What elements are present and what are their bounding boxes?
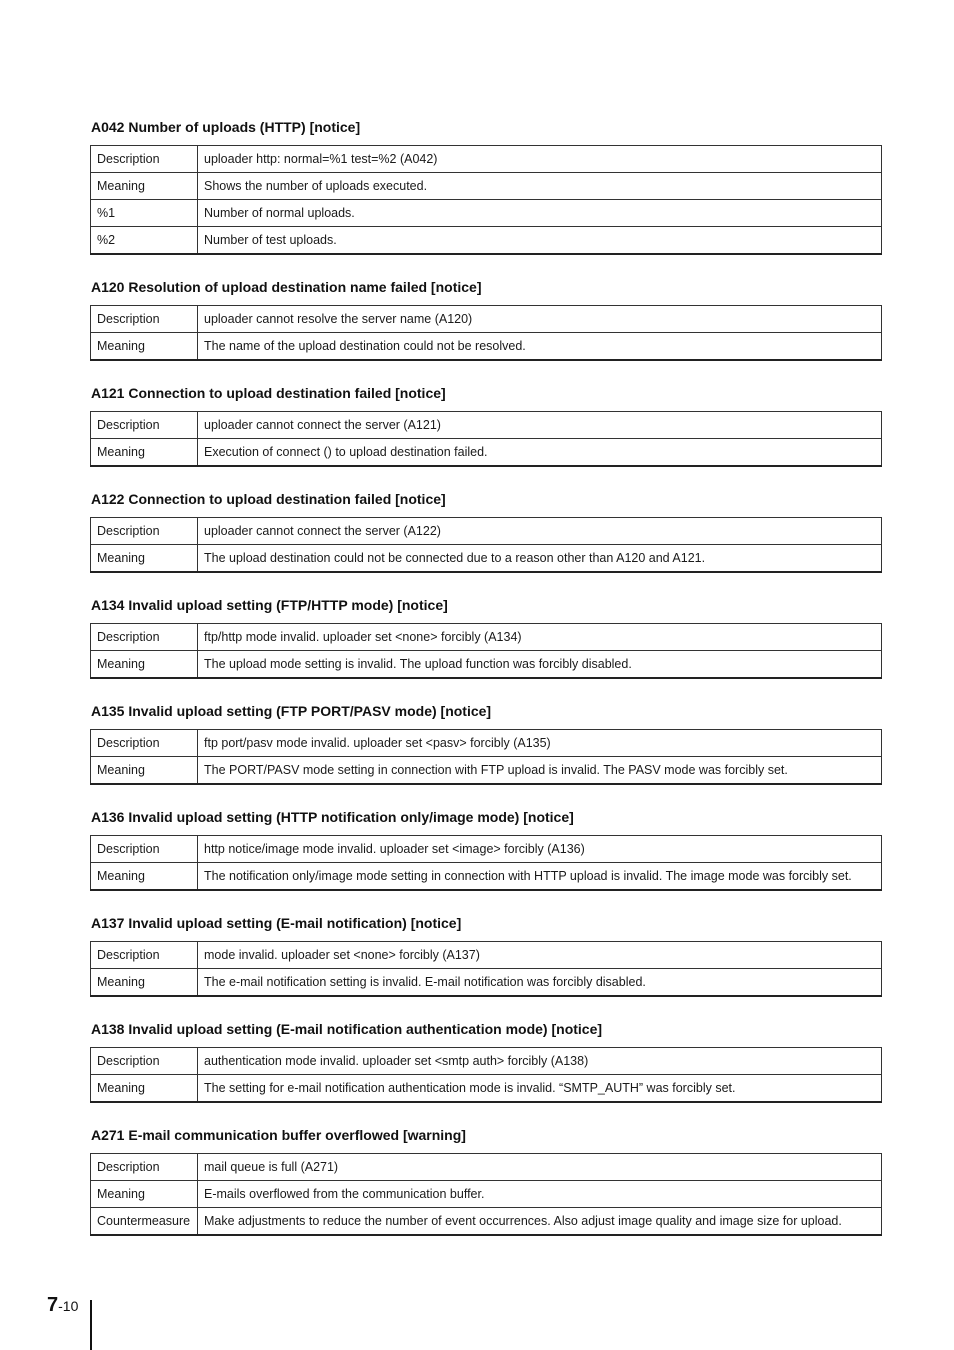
message-table	[90, 517, 882, 573]
message-table	[90, 835, 882, 891]
message-table	[90, 729, 882, 785]
table-row	[91, 545, 882, 573]
section-title: A122 Connection to upload destination failed [notice]	[91, 491, 446, 507]
message-table	[90, 941, 882, 997]
message-section	[90, 596, 882, 679]
message-list	[90, 118, 882, 1259]
message-section	[90, 490, 882, 573]
row-value: http notice/image mode invalid. uploader set <image> forcibly (A136)	[198, 836, 882, 863]
row-key: Countermeasure	[91, 1208, 198, 1236]
message-table	[90, 305, 882, 361]
row-key: Meaning	[91, 439, 198, 467]
table-row	[91, 439, 882, 467]
section-title: A121 Connection to upload destination failed [notice]	[91, 385, 446, 401]
table-row	[91, 1154, 882, 1181]
table-row	[91, 1181, 882, 1208]
row-value: ftp port/pasv mode invalid. uploader set <pasv> forcibly (A135)	[198, 730, 882, 757]
row-key: %1	[91, 200, 198, 227]
row-value: The name of the upload destination could not be resolved.	[198, 333, 882, 361]
row-value: The upload destination could not be connected due to a reason other than A120 and A121.	[198, 545, 882, 573]
row-key: Description	[91, 942, 198, 969]
row-key: Meaning	[91, 1181, 198, 1208]
message-section	[90, 1126, 882, 1236]
message-table	[90, 1047, 882, 1103]
page-suffix: -10	[58, 1298, 79, 1314]
table-row	[91, 863, 882, 891]
section-title: A136 Invalid upload setting (HTTP notification only/image mode) [notice]	[91, 809, 574, 825]
row-value: Number of test uploads.	[198, 227, 882, 255]
row-key: Meaning	[91, 863, 198, 891]
row-value: The e-mail notification setting is invalid. E-mail notification was forcibly disabled.	[198, 969, 882, 997]
table-row	[91, 1075, 882, 1103]
table-row	[91, 518, 882, 545]
section-title: A137 Invalid upload setting (E-mail notification) [notice]	[91, 915, 462, 931]
message-section	[90, 1020, 882, 1103]
message-section	[90, 384, 882, 467]
row-key: Meaning	[91, 757, 198, 785]
section-title: A138 Invalid upload setting (E-mail notification authentication mode) [notice]	[91, 1021, 603, 1037]
message-table	[90, 1153, 882, 1236]
row-key: Description	[91, 624, 198, 651]
row-key: Meaning	[91, 1075, 198, 1103]
row-value: uploader cannot connect the server (A122)	[198, 518, 882, 545]
row-key: Meaning	[91, 173, 198, 200]
table-row	[91, 624, 882, 651]
row-value: The setting for e-mail notification authentication mode is invalid. “SMTP_AUTH” was forcibly set.	[198, 1075, 882, 1103]
row-value: uploader http: normal=%1 test=%2 (A042)	[198, 146, 882, 173]
footer-rule	[90, 1300, 92, 1350]
section-title: A042 Number of uploads (HTTP) [notice]	[91, 119, 361, 135]
row-key: Meaning	[91, 651, 198, 679]
row-value: uploader cannot resolve the server name (A120)	[198, 306, 882, 333]
section-title: A135 Invalid upload setting (FTP PORT/PASV mode) [notice]	[91, 703, 492, 719]
message-table	[90, 145, 882, 255]
row-key: Description	[91, 306, 198, 333]
message-section	[90, 278, 882, 361]
row-value: The PORT/PASV mode setting in connection with FTP upload is invalid. The PASV mode was forcibly set.	[198, 757, 882, 785]
table-row	[91, 200, 882, 227]
row-key: Description	[91, 412, 198, 439]
row-value: Make adjustments to reduce the number of event occurrences. Also adjust image quality and image size for upload.	[198, 1208, 882, 1236]
message-table	[90, 623, 882, 679]
row-value: The notification only/image mode setting in connection with HTTP upload is invalid. The image mode was forcibly set.	[198, 863, 882, 891]
row-value: Number of normal uploads.	[198, 200, 882, 227]
section-title: A134 Invalid upload setting (FTP/HTTP mode) [notice]	[91, 597, 448, 613]
row-value: mail queue is full (A271)	[198, 1154, 882, 1181]
row-key: Meaning	[91, 333, 198, 361]
message-section	[90, 702, 882, 785]
page-number	[47, 1294, 78, 1317]
table-row	[91, 306, 882, 333]
table-row	[91, 333, 882, 361]
row-key: Description	[91, 518, 198, 545]
row-value: mode invalid. uploader set <none> forcibly (A137)	[198, 942, 882, 969]
row-key: Meaning	[91, 969, 198, 997]
table-row	[91, 651, 882, 679]
table-row	[91, 173, 882, 200]
table-row	[91, 1048, 882, 1075]
row-value: ftp/http mode invalid. uploader set <none> forcibly (A134)	[198, 624, 882, 651]
table-row	[91, 942, 882, 969]
table-row	[91, 1208, 882, 1236]
row-key: Description	[91, 1154, 198, 1181]
row-value: The upload mode setting is invalid. The upload function was forcibly disabled.	[198, 651, 882, 679]
row-key: Description	[91, 730, 198, 757]
message-section	[90, 118, 882, 255]
row-key: Description	[91, 836, 198, 863]
section-title: A120 Resolution of upload destination name failed [notice]	[91, 279, 482, 295]
table-row	[91, 730, 882, 757]
table-row	[91, 146, 882, 173]
row-key: Meaning	[91, 545, 198, 573]
table-row	[91, 412, 882, 439]
message-table	[90, 411, 882, 467]
row-value: E-mails overflowed from the communication buffer.	[198, 1181, 882, 1208]
message-section	[90, 808, 882, 891]
row-value: uploader cannot connect the server (A121)	[198, 412, 882, 439]
row-value: Execution of connect () to upload destination failed.	[198, 439, 882, 467]
table-row	[91, 757, 882, 785]
chapter-number: 7	[47, 1294, 59, 1316]
table-row	[91, 836, 882, 863]
section-title: A271 E-mail communication buffer overflowed [warning]	[91, 1127, 466, 1143]
row-key: %2	[91, 227, 198, 255]
row-value: Shows the number of uploads executed.	[198, 173, 882, 200]
message-section	[90, 914, 882, 997]
row-key: Description	[91, 1048, 198, 1075]
table-row	[91, 969, 882, 997]
row-value: authentication mode invalid. uploader set <smtp auth> forcibly (A138)	[198, 1048, 882, 1075]
row-key: Description	[91, 146, 198, 173]
table-row	[91, 227, 882, 255]
